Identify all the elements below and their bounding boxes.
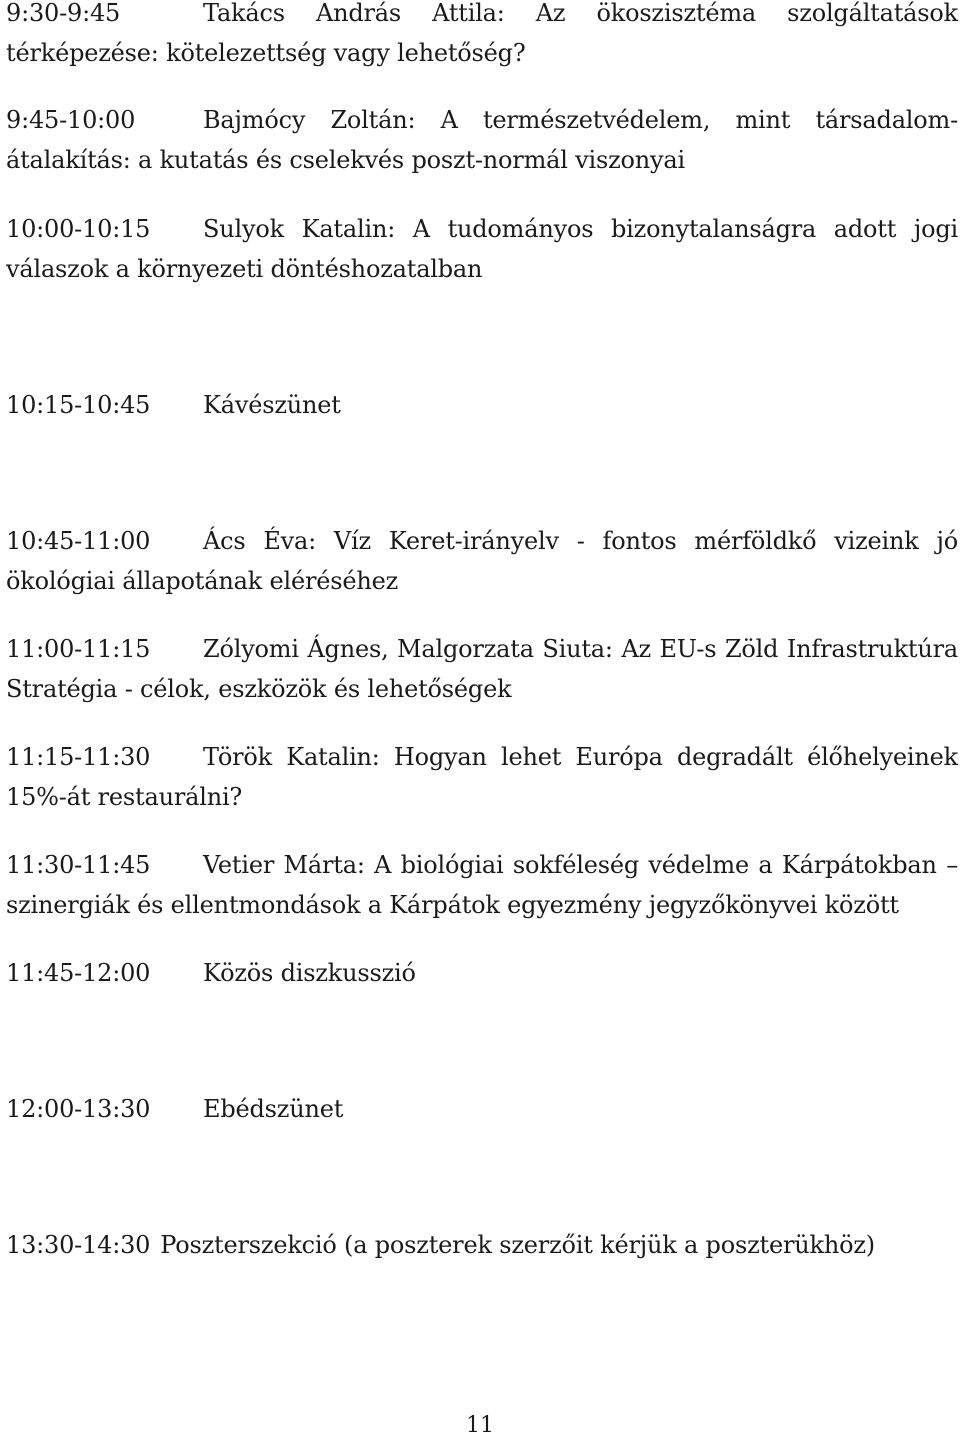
entry-time: 10:45-11:00 [6, 527, 151, 555]
entry-text: Poszterszekció (a poszterek szerzőit kérjük a poszterükhöz) [160, 1231, 875, 1259]
program-entry-1100 [6, 629, 958, 709]
page-number: 11 [466, 1413, 494, 1438]
entry-time: 10:00-10:15 [6, 215, 151, 243]
entry-text: Takács András Attila: Az ökoszisztéma szolgáltatások térképezése: kötelezettség vagy lehetőség? [6, 0, 958, 67]
entry-text: Ebédszünet [203, 1095, 344, 1123]
program-entry-1330 [6, 1225, 958, 1265]
entry-time: 11:15-11:30 [6, 743, 151, 771]
entry-text: Ács Éva: Víz Keret-irányelv - fontos mérföldkő vizeink jó ökológiai állapotának eléréséhez [6, 527, 958, 595]
program-entry-1130 [6, 845, 958, 925]
entry-time: 11:30-11:45 [6, 851, 151, 879]
entry-text: Vetier Márta: A biológiai sokféleség védelme a Kárpátokban – szinergiák és ellentmondások a Kárpátok egyezmény jegyzőkönyvei között [6, 851, 958, 919]
program-entry-1145 [6, 953, 958, 993]
entry-text: Sulyok Katalin: A tudományos bizonytalanságra adott jogi válaszok a környezeti döntéshozatalban [6, 215, 958, 283]
entry-text: Zólyomi Ágnes, Malgorzata Siuta: Az EU-s Zöld Infrastruktúra Stratégia - célok, eszközök és lehetőségek [6, 635, 958, 703]
program-entry-1200 [6, 1089, 958, 1129]
program-entry-1015 [6, 385, 958, 425]
program-entry-0945 [6, 100, 958, 180]
program-entry-0930 [6, 0, 958, 73]
program-entry-1045 [6, 521, 958, 601]
entry-time: 11:45-12:00 [6, 959, 151, 987]
program-entry-1115 [6, 737, 958, 817]
entry-text: Bajmócy Zoltán: A természetvédelem, mint társadalom-átalakítás: a kutatás és cselekvés poszt-normál viszonyai [6, 106, 958, 174]
entry-time: 11:00-11:15 [6, 635, 151, 663]
entry-time: 9:45-10:00 [6, 106, 136, 134]
entry-time: 10:15-10:45 [6, 391, 151, 419]
entry-time: 9:30-9:45 [6, 0, 121, 27]
program-entry-1000 [6, 209, 958, 289]
entry-text: Közös diszkusszió [203, 959, 416, 987]
entry-time: 13:30-14:30 [6, 1231, 151, 1259]
entry-text: Török Katalin: Hogyan lehet Európa degradált élőhelyeinek 15%-át restaurálni? [6, 743, 958, 811]
entry-text: Kávészünet [203, 391, 341, 419]
entry-time: 12:00-13:30 [6, 1095, 151, 1123]
